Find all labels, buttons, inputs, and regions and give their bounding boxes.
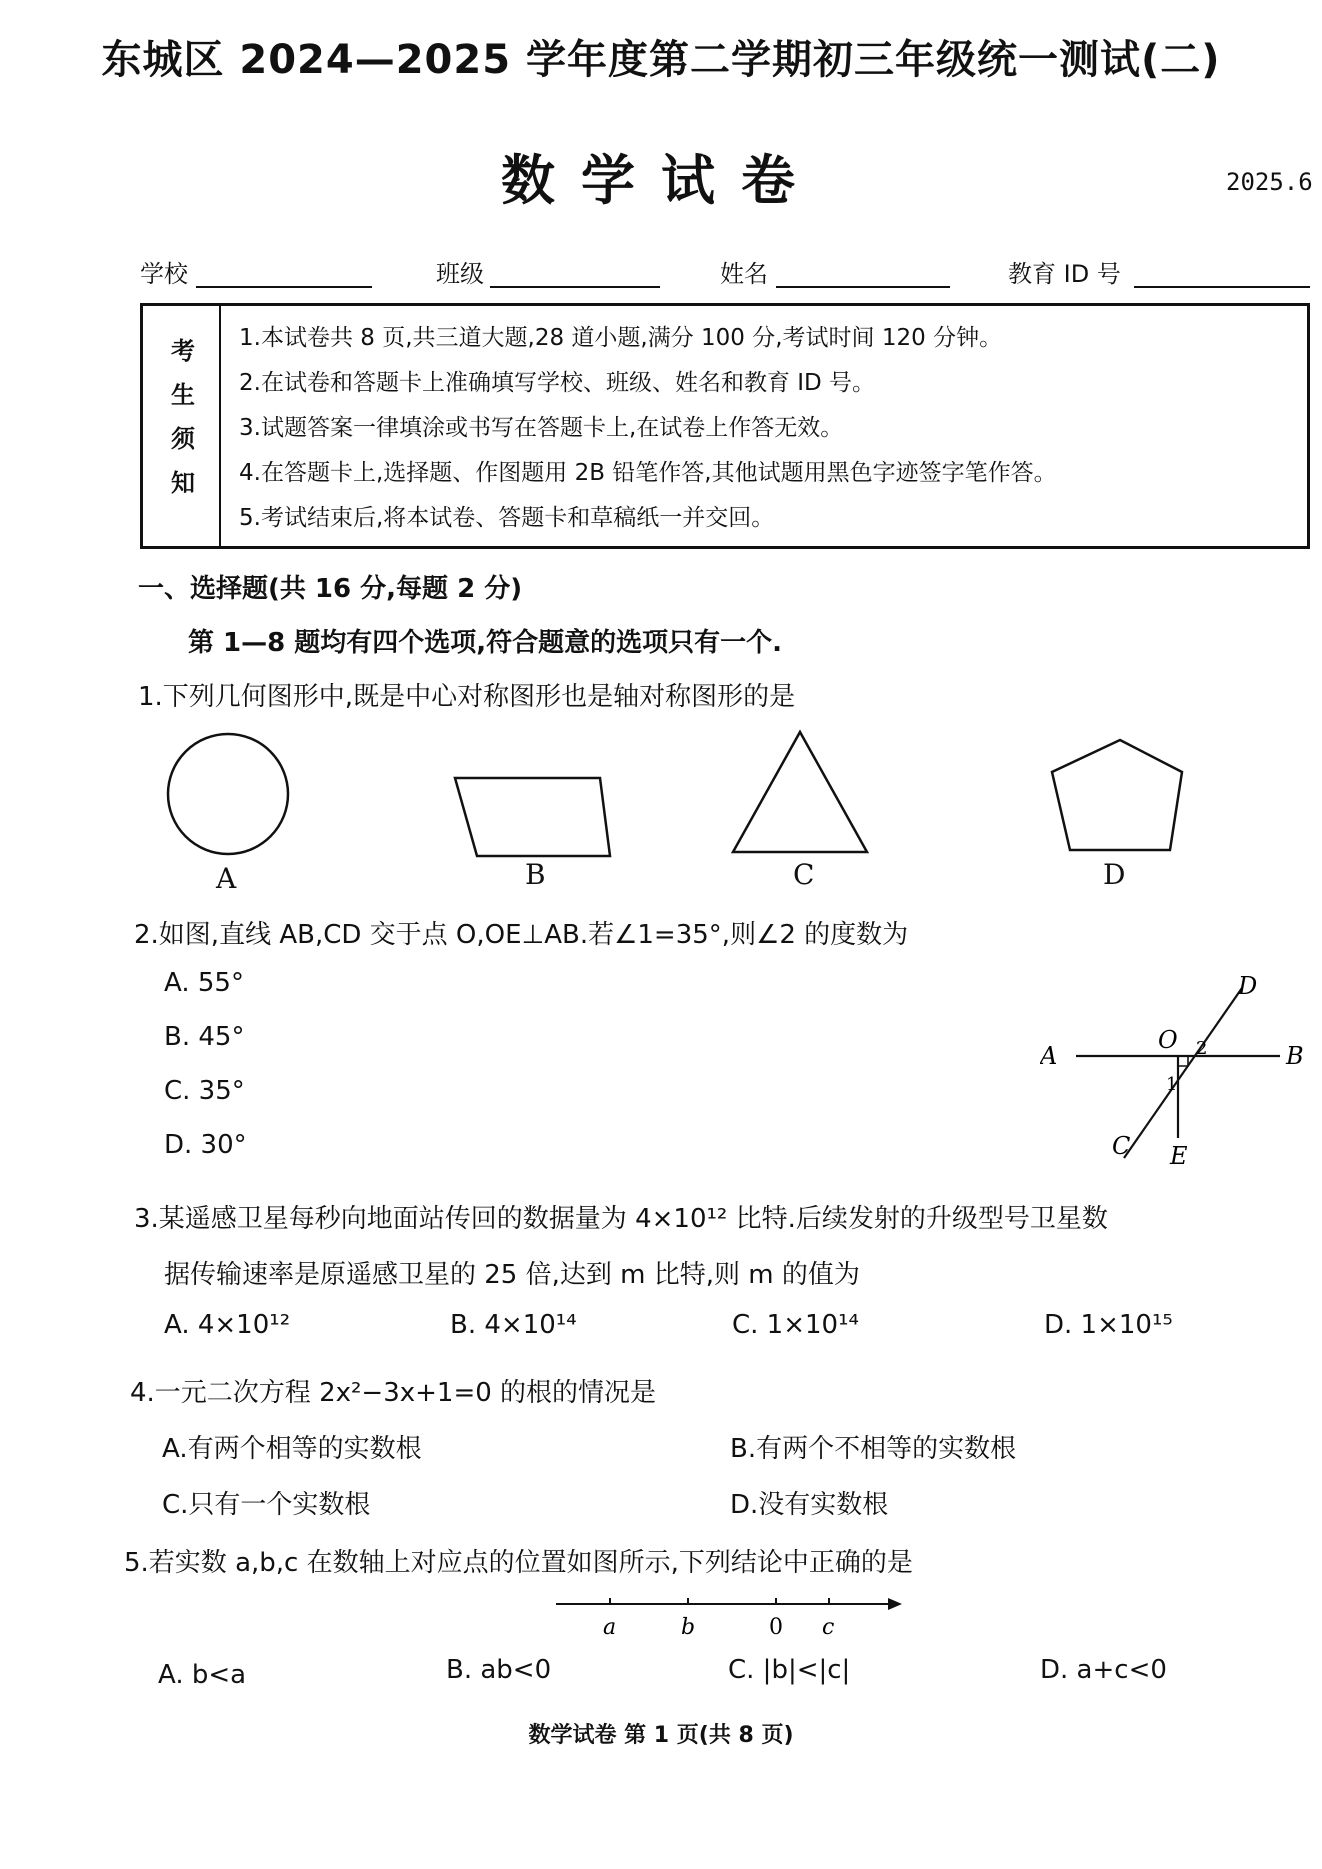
class-blank <box>490 286 660 288</box>
q1-label-c: C <box>793 858 815 891</box>
label-c: C <box>1112 1132 1131 1160</box>
axis-label-0: 0 <box>769 1615 783 1640</box>
q2-option-d: D. 30° <box>164 1130 247 1160</box>
exam-date: 2025.6 <box>1226 168 1313 196</box>
notice-box <box>140 303 1310 549</box>
school-blank <box>196 286 372 288</box>
axis-arrow <box>888 1598 902 1610</box>
q2-figure <box>1040 968 1320 1178</box>
class-label: 班级 <box>436 260 484 288</box>
q2-stem: 2.如图,直线 AB,CD 交于点 O,OE⊥AB.若∠1=35°,则∠2 的度数为 <box>134 920 909 950</box>
axis-label-a: a <box>603 1615 617 1640</box>
q4-option-b: B.有两个不相等的实数根 <box>730 1434 1017 1464</box>
edu-id-label: 教育 ID 号 <box>1008 260 1121 288</box>
right-angle-mark <box>1178 1056 1188 1066</box>
section-instruction: 第 1—8 题均有四个选项,符合题意的选项只有一个. <box>188 628 783 658</box>
q5-option-c: C. |b|<|c| <box>728 1655 851 1685</box>
q1-label-b: B <box>525 858 546 891</box>
section-title: 一、选择题(共 16 分,每题 2 分) <box>138 574 523 604</box>
q2-option-b: B. 45° <box>164 1022 245 1052</box>
page-footer: 数学试卷 第 1 页(共 8 页) <box>528 1723 794 1748</box>
q5-option-a: A. b<a <box>158 1660 247 1690</box>
q1-shapes <box>140 722 1320 902</box>
label-o: O <box>1158 1026 1178 1054</box>
q5-number-line <box>550 1592 910 1648</box>
q3-option-a: A. 4×10¹² <box>164 1310 291 1340</box>
axis-label-b: b <box>681 1615 696 1640</box>
name-label: 姓名 <box>720 260 768 288</box>
notice-label: 考生须知 <box>143 306 221 546</box>
notice-items <box>239 316 1057 541</box>
q5-stem: 5.若实数 a,b,c 在数轴上对应点的位置如图所示,下列结论中正确的是 <box>124 1548 913 1578</box>
notice-item: 1.本试卷共 8 页,共三道大题,28 道小题,满分 100 分,考试时间 120 分钟。 <box>239 325 1003 351</box>
q4-stem: 4.一元二次方程 2x²−3x+1=0 的根的情况是 <box>130 1378 657 1408</box>
triangle-shape <box>733 732 867 852</box>
q4-option-a: A.有两个相等的实数根 <box>162 1434 422 1464</box>
q3-option-d: D. 1×10¹⁵ <box>1044 1310 1173 1340</box>
q2-option-a: A. 55° <box>164 968 244 998</box>
line-cd <box>1124 988 1242 1158</box>
school-label: 学校 <box>140 260 188 288</box>
q3-option-b: B. 4×10¹⁴ <box>450 1310 577 1340</box>
q3-option-c: C. 1×10¹⁴ <box>732 1310 859 1340</box>
label-b: B <box>1286 1042 1304 1070</box>
q2-option-c: C. 35° <box>164 1076 245 1106</box>
q1-label-d: D <box>1103 858 1126 891</box>
q1-label-a: A <box>216 862 237 895</box>
notice-item: 2.在试卷和答题卡上准确填写学校、班级、姓名和教育 ID 号。 <box>239 370 876 396</box>
pentagon-shape <box>1052 740 1182 850</box>
circle-shape <box>168 734 288 854</box>
label-e: E <box>1170 1142 1188 1170</box>
subject-title: 数学试卷 <box>501 149 821 212</box>
name-blank <box>776 286 950 288</box>
q4-option-c: C.只有一个实数根 <box>162 1490 371 1520</box>
q5-option-b: B. ab<0 <box>446 1655 552 1685</box>
q4-option-d: D.没有实数根 <box>730 1490 889 1520</box>
axis-label-c: c <box>822 1615 835 1640</box>
parallelogram-shape <box>455 778 610 856</box>
q3-stem-line1: 3.某遥感卫星每秒向地面站传回的数据量为 4×10¹² 比特.后续发射的升级型号卫星数 <box>134 1204 1108 1234</box>
q5-option-d: D. a+c<0 <box>1040 1655 1167 1685</box>
exam-title: 东城区 2024—2025 学年度第二学期初三年级统一测试(二) <box>101 37 1221 83</box>
angle-1-label: 1 <box>1166 1074 1178 1095</box>
notice-item: 3.试题答案一律填涂或书写在答题卡上,在试卷上作答无效。 <box>239 415 844 441</box>
label-a: A <box>1040 1042 1058 1070</box>
angle-2-label: 2 <box>1196 1038 1208 1059</box>
notice-item: 4.在答题卡上,选择题、作图题用 2B 铅笔作答,其他试题用黑色字迹签字笔作答。 <box>239 460 1057 486</box>
edu-id-blank <box>1134 286 1310 288</box>
label-d: D <box>1238 972 1258 1000</box>
notice-item: 5.考试结束后,将本试卷、答题卡和草稿纸一并交回。 <box>239 505 775 531</box>
q3-stem-line2: 据传输速率是原遥感卫星的 25 倍,达到 m 比特,则 m 的值为 <box>164 1260 860 1290</box>
q1-stem: 1.下列几何图形中,既是中心对称图形也是轴对称图形的是 <box>138 682 796 712</box>
